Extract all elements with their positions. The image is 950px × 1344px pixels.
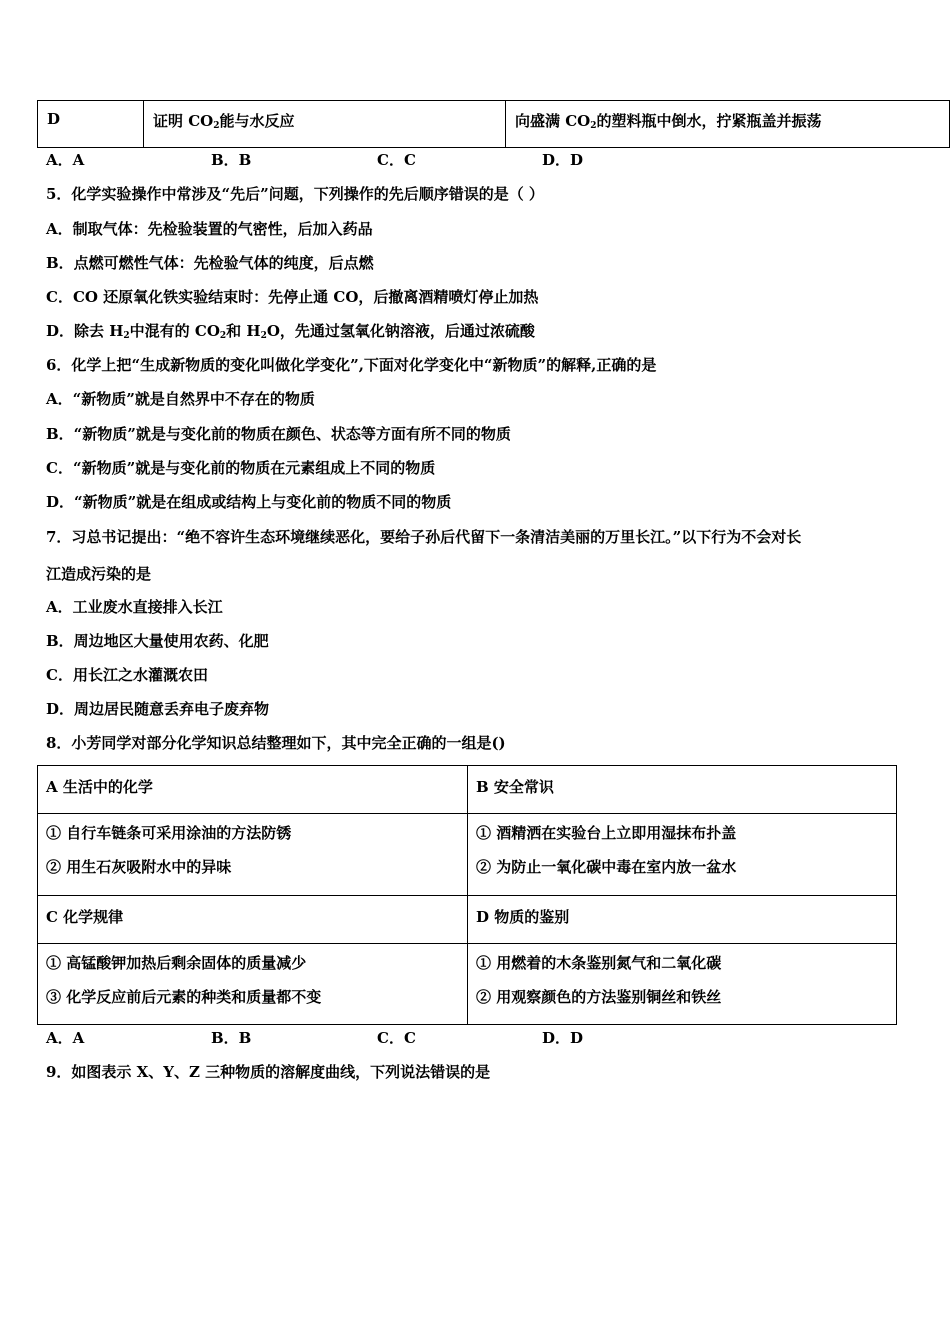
q8-cell-b-title: B 安全常识 (468, 766, 897, 814)
q4-option-c: C．C (377, 151, 416, 169)
q8-stem: 8．小芳同学对部分化学知识总结整理如下，其中完全正确的一组是() (46, 734, 506, 752)
q5-option-a: A．制取气体：先检验装置的气密性，后加入药品 (46, 220, 373, 238)
q8-a-item-1: ① 自行车链条可采用涂油的方法防锈 (46, 824, 292, 842)
q4-option-d: D．D (542, 151, 584, 169)
q4-table-row-d (37, 100, 950, 148)
q7-stem-line1: 7．习总书记提出：“绝不容许生态环境继续恶化，要给子孙后代留下一条清洁美丽的万里长江。”以下行为不会对长 (46, 528, 802, 546)
q7-option-c: C．用长江之水灌溉农田 (46, 666, 208, 684)
q8-d-item-2: ② 用观察颜色的方法鉴别铜丝和铁丝 (476, 988, 722, 1006)
q8-cell-b-items (468, 814, 897, 896)
q5-option-b: B．点燃可燃性气体：先检验气体的纯度，后点燃 (46, 254, 374, 272)
q4-option-a: A．A (46, 151, 85, 169)
q8-cell-a-items (38, 814, 468, 896)
q8-b-item-2: ② 为防止一氧化碳中毒在室内放一盆水 (476, 858, 737, 876)
q8-d-item-1: ① 用燃着的木条鉴别氮气和二氧化碳 (476, 954, 722, 972)
q7-option-d: D．周边居民随意丢弃电子废弃物 (46, 700, 270, 718)
q8-cell-c-items (38, 944, 468, 1025)
q7-stem-line2: 江造成污染的是 (46, 565, 152, 583)
q4-table-col1: D (38, 101, 144, 148)
q4-option-b: B．B (211, 151, 252, 169)
q5-option-d: D．除去 $H_2$中混有的 $CO_2$和 $H_2O$，先通过氢氧化钠溶液，后通过浓硫酸 (46, 322, 535, 341)
q6-stem: 6．化学上把“生成新物质的变化叫做化学变化”,下面对化学变化中“新物质”的解释,正确的是 (46, 356, 657, 374)
q8-option-b: B．B (211, 1029, 252, 1047)
q8-cell-c-title: C 化学规律 (38, 896, 468, 944)
q8-c-item-1: ① 高锰酸钾加热后剩余固体的质量减少 (46, 954, 307, 972)
q7-option-a: A．工业废水直接排入长江 (46, 598, 223, 616)
q6-option-a: A．“新物质”就是自然界中不存在的物质 (46, 390, 315, 408)
q8-a-item-2: ② 用生石灰吸附水中的异味 (46, 858, 232, 876)
q8-cell-d-title: D 物质的鉴别 (468, 896, 897, 944)
q9-stem: 9．如图表示 X、Y、Z 三种物质的溶解度曲线，下列说法错误的是 (46, 1063, 491, 1081)
q8-table (37, 765, 897, 1025)
q8-c-item-2: ③ 化学反应前后元素的种类和质量都不变 (46, 988, 322, 1006)
q8-option-d: D．D (542, 1029, 584, 1047)
q8-option-c: C．C (377, 1029, 416, 1047)
q5-stem: 5．化学实验操作中常涉及“先后”问题，下列操作的先后顺序错误的是（ ） (46, 185, 544, 203)
q4-table-col3: 向盛满 $CO_2$的塑料瓶中倒水，拧紧瓶盖并振荡 (506, 101, 950, 148)
q8-option-a: A．A (46, 1029, 85, 1047)
q8-cell-d-items (468, 944, 897, 1025)
q8-b-item-1: ① 酒精洒在实验台上立即用湿抹布扑盖 (476, 824, 737, 842)
q7-option-b: B．周边地区大量使用农药、化肥 (46, 632, 269, 650)
q5-option-c: C．CO 还原氧化铁实验结束时：先停止通 CO，后撤离酒精喷灯停止加热 (46, 288, 539, 306)
q8-cell-a-title: A 生活中的化学 (38, 766, 468, 814)
q4-table-col2: 证明 $CO_2$能与水反应 (144, 101, 506, 148)
q6-option-b: B．“新物质”就是与变化前的物质在颜色、状态等方面有所不同的物质 (46, 425, 511, 443)
q6-option-d: D．“新物质”就是在组成或结构上与变化前的物质不同的物质 (46, 493, 452, 511)
q6-option-c: C．“新物质”就是与变化前的物质在元素组成上不同的物质 (46, 459, 436, 477)
